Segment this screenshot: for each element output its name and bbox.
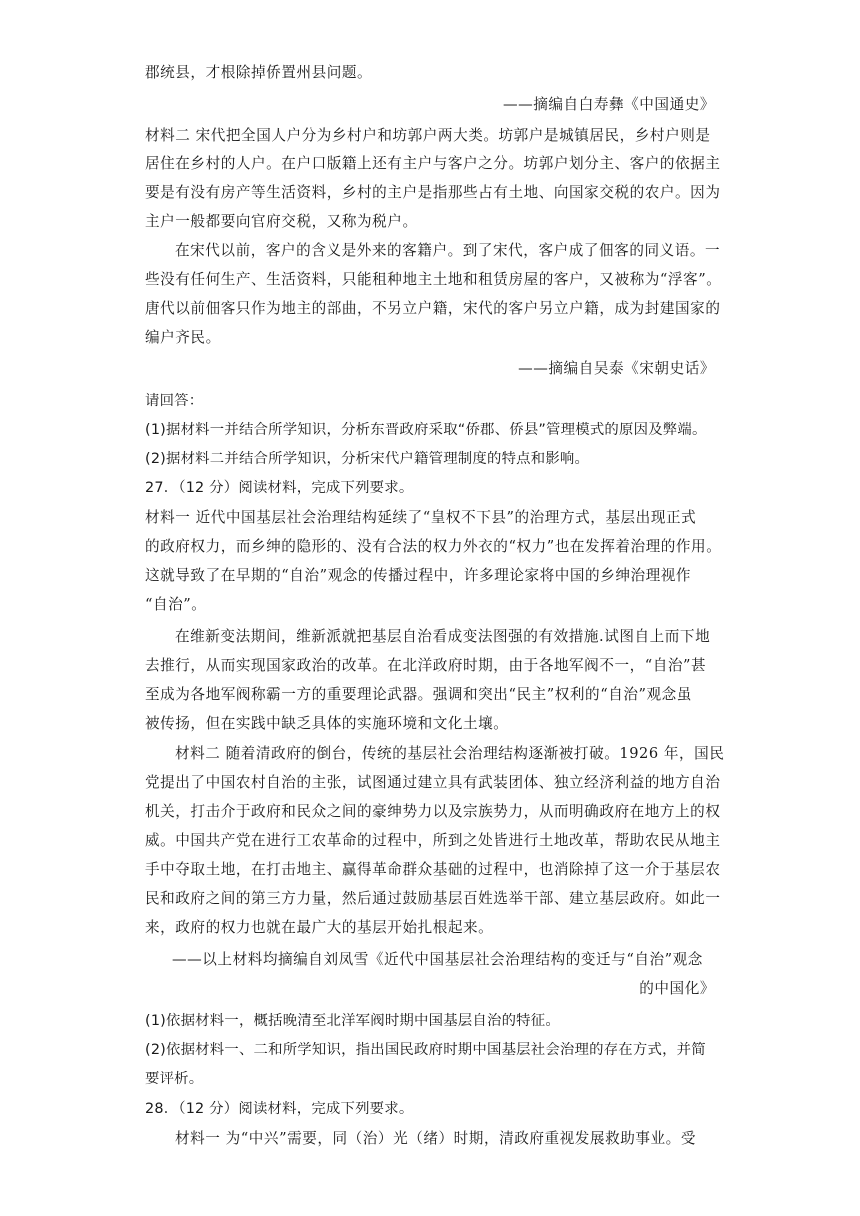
text-line: 这就导致了在早期的“自治”观念的传播过程中，许多理论家将中国的乡绅治理视作 — [145, 567, 692, 584]
source-citation: ——摘编自白寿彝《中国通史》 — [502, 96, 715, 113]
source-citation: ——以上材料均摘编自刘凤雪《近代中国基层社会治理结构的变迁与“自治”观念 — [172, 951, 703, 968]
text-line: 材料二 随着清政府的倒台，传统的基层社会治理结构逐渐被打破。1926 年，国民 — [175, 745, 725, 762]
text-line: 民和政府之间的第三方力量，然后通过鼓励基层百姓选举干部、建立基层政府。如此一 — [145, 890, 721, 907]
text-line: 主户一般都要向官府交税，又称为税户。 — [145, 213, 418, 230]
question-item: (1)据材料一并结合所学知识，分析东晋政府采取“侨郡、侨县”管理模式的原因及弊端。 — [145, 422, 707, 438]
text-line: 手中夺取土地，在打击地主、赢得革命群众基础的过程中，也消除掉了这一介于基层农 — [145, 861, 721, 878]
text-line: 居住在乡村的人户。在户口版籍上还有主户与客户之分。坊郭户划分主、客户的依据主 — [145, 155, 721, 172]
source-citation: ——摘编自吴泰《宋朝史话》 — [518, 360, 715, 377]
text-line: 机关，打击介于政府和民众之间的豪绅势力以及宗族势力，从而明确政府在地方上的权 — [145, 803, 721, 820]
question-item: (1)依据材料一，概括晚清至北洋军阀时期中国基层自治的特征。 — [145, 1013, 560, 1029]
text-line: 唐代以前佃客只作为地主的部曲，不另立户籍，宋代的客户另立户籍，成为封建国家的 — [145, 300, 721, 317]
text-line: 威。中国共产党在进行工农革命的过程中，所到之处皆进行土地改革，帮助农民从地主 — [145, 832, 721, 849]
text-line: 郡统县，才根除掉侨置州县问题。 — [145, 64, 373, 81]
source-citation: 的中国化》 — [639, 980, 715, 997]
question-heading: 28．（12 分）阅读材料，完成下列要求。 — [145, 1101, 414, 1117]
text-line: 来，政府的权力也就在最广大的基层开始扎根起来。 — [145, 919, 494, 936]
text-line: 被传扬，但在实践中缺乏具体的实施环境和文化土壤。 — [145, 715, 509, 732]
question-heading: 27．（12 分）阅读材料，完成下列要求。 — [145, 480, 414, 496]
text-line: 去推行，从而实现国家政治的改革。在北洋政府时期，由于各地军阀不一，“自治”甚 — [145, 657, 707, 674]
question-item: (2)依据材料一、二和所学知识，指出国民政府时期中国基层社会治理的存在方式，并简 — [145, 1042, 706, 1058]
text-line: “自治”。 — [145, 596, 207, 613]
text-line: 材料二 宋代把全国人户分为乡村户和坊郭户两大类。坊郭户是城镇居民，乡村户则是 — [145, 127, 711, 144]
text-line: 编户齐民。 — [145, 329, 221, 346]
text-line: 在宋代以前，客户的含义是外来的客籍户。到了宋代，客户成了佃客的同义语。一 — [175, 242, 721, 259]
question-prompt: 请回答： — [145, 393, 204, 409]
text-line: 些没有任何生产、生活资料，只能租种地主土地和租赁房屋的客户，又被称为“浮客”。 — [145, 271, 722, 288]
text-line: 材料一 为“中兴”需要，同（治）光（绪）时期，清政府重视发展救助事业。受 — [175, 1130, 696, 1147]
text-line: 材料一 近代中国基层社会治理结构延续了“皇权不下县”的治理方式，基层出现正式 — [145, 509, 697, 526]
text-line: 党提出了中国农村自治的主张，试图通过建立具有武装团体、独立经济利益的地方自治 — [145, 774, 721, 791]
question-item: 要评析。 — [145, 1071, 204, 1087]
text-line: 在维新变法期间，维新派就把基层自治看成变法图强的有效措施.试图自上而下地 — [175, 628, 711, 645]
text-line: 的政府权力，而乡绅的隐形的、没有合法的权力外衣的“权力”也在发挥着治理的作用。 — [145, 538, 722, 555]
text-line: 至成为各地军阀称霸一方的重要理论武器。强调和突出“民主”权利的“自治”观念虽 — [145, 686, 692, 703]
question-item: (2)据材料二并结合所学知识，分析宋代户籍管理制度的特点和影响。 — [145, 451, 590, 467]
text-line: 要是有没有房产等生活资料，乡村的主户是指那些占有土地、向国家交税的农户。因为 — [145, 184, 721, 201]
